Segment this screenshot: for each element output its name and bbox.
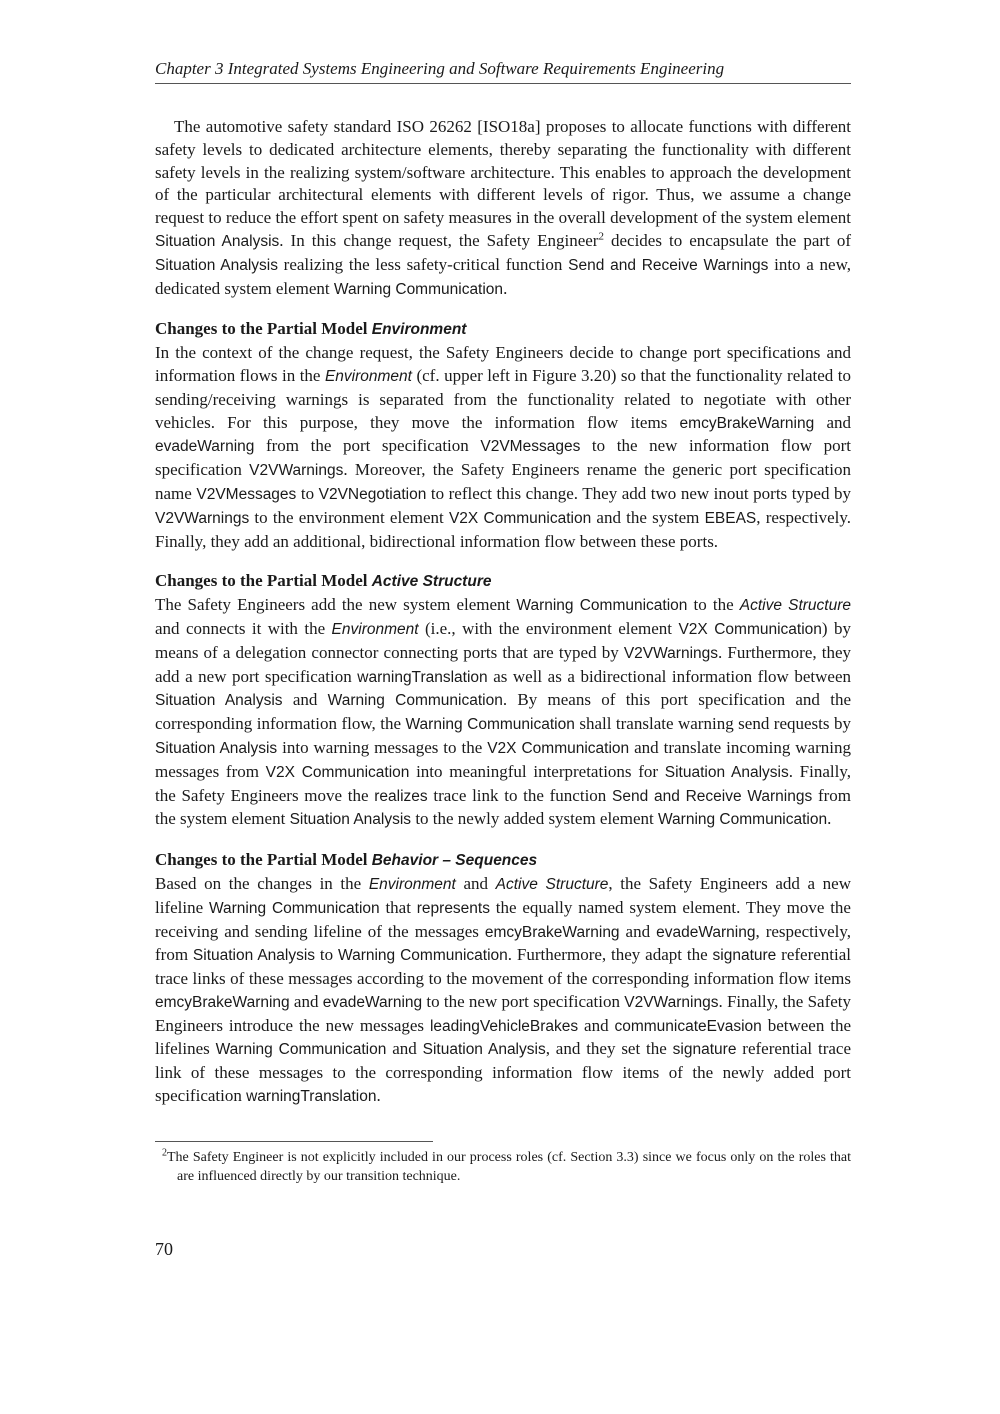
text: to the newly added system element — [411, 809, 658, 829]
text: . Moreover, the Safety Engineers rename the generic port specification name — [155, 460, 851, 503]
text: and — [282, 690, 328, 710]
model-element: Warning Communication — [405, 716, 575, 734]
model-element: Situation Analysis — [289, 811, 412, 829]
model-element: Warning Communication — [215, 1041, 387, 1059]
model-element: Situation Analysis — [422, 1041, 546, 1059]
model-element: emcyBrakeWarning — [484, 923, 620, 941]
text: to the new port specification — [422, 991, 625, 1011]
model-element: Warning Communication — [516, 597, 688, 615]
text: realizing the less safety-critical function — [277, 254, 569, 274]
model-name: Environment — [368, 875, 456, 893]
text: and — [578, 1015, 615, 1035]
text: decides to encapsulate the part of — [603, 230, 851, 250]
model-element: Warning Communication — [208, 899, 380, 917]
model-name: Active Structure — [495, 875, 609, 893]
text: referential trace link of these messages to the corresponding information flow items of the newly added port specification — [155, 1039, 851, 1106]
text: ) by means of a delegation connector connecting ports that are typed by — [155, 618, 851, 662]
model-element: V2VNegotiation — [318, 485, 427, 503]
model-element: warningTranslation — [246, 1088, 377, 1106]
text: to the new information flow port specification — [155, 436, 851, 480]
model-element: realizes — [374, 787, 428, 805]
text: from the port specification — [254, 436, 481, 456]
heading-model-name: Active Structure — [371, 573, 492, 591]
model-element: V2X Communication — [448, 509, 592, 527]
text: The Safety Engineers add the new system element — [155, 595, 517, 615]
text: that — [379, 897, 417, 917]
model-element: Situation Analysis — [155, 256, 278, 274]
footnote — [155, 1148, 851, 1186]
text: The automotive safety standard ISO 26262 [ISO18a] proposes to allocate functions with different safety levels to dedicated architecture elements, thereby separating the functionality with different safety levels in the realizing system/software architecture. This enables to approach the development of the particular architectural elements with different levels of rigor. Thus, we assume a change request to reduce the effort spent on safety measures in the overall development of the system element — [155, 117, 851, 228]
text: to the environment element — [249, 507, 449, 527]
text: between the lifelines — [155, 1015, 851, 1059]
model-element: Situation Analysis — [155, 232, 280, 250]
model-element: Warning Communication — [657, 811, 828, 829]
model-element: V2VWarnings — [624, 993, 719, 1011]
text: . By means of this port specification and the corresponding information flow, the — [155, 690, 851, 734]
environment-paragraph — [155, 342, 851, 553]
footnote-divider — [155, 1141, 433, 1142]
model-element: emcyBrakeWarning — [679, 414, 815, 432]
model-element: V2X Communication — [678, 620, 822, 638]
text: to reflect this change. They add two new inout ports typed by — [426, 483, 851, 503]
text: and — [814, 412, 851, 432]
text: , and they set the — [545, 1039, 673, 1059]
heading-prefix: Changes to the Partial Model — [155, 319, 372, 339]
page-number: 70 — [155, 1239, 173, 1259]
model-element: V2X Communication — [487, 739, 630, 757]
model-element: represents — [416, 899, 490, 917]
text: and — [619, 921, 657, 941]
text: trace link to the function — [427, 785, 612, 805]
model-element: leadingVehicleBrakes — [429, 1017, 579, 1035]
active-structure-paragraph — [155, 594, 851, 832]
text: to — [315, 945, 339, 965]
text: . — [376, 1086, 381, 1106]
running-header: Chapter 3 Integrated Systems Engineering and Software Requirements Engineering — [155, 58, 851, 84]
model-element: signature — [712, 947, 777, 965]
model-element: Warning Communication — [333, 280, 504, 298]
text: and translate incoming warning messages from — [155, 737, 851, 781]
model-element: communicateEvasion — [614, 1017, 762, 1035]
text: into meaningful interpretations for — [409, 761, 665, 781]
model-element: signature — [672, 1041, 737, 1059]
heading-model-name: Behavior – Sequences — [371, 852, 538, 870]
model-element: emcyBrakeWarning — [155, 993, 290, 1011]
intro-paragraph — [155, 116, 851, 301]
heading-prefix: Changes to the Partial Model — [155, 850, 372, 870]
model-element: Situation Analysis — [155, 692, 283, 710]
model-element: V2VWarnings — [155, 509, 250, 527]
model-element: Warning Communication — [338, 947, 508, 965]
model-name: Environment — [324, 367, 412, 385]
model-element: V2VWarnings — [249, 462, 344, 480]
model-element: V2VMessages — [480, 438, 581, 456]
footnote-marker[interactable]: 2 — [598, 230, 604, 243]
text: , respectively. Finally, they add an additional, bidirectional information flow between these ports. — [155, 507, 851, 551]
footnote-text: The Safety Engineer is not explicitly included in our process roles (cf. Section 3.3) since we focus only on the roles that are influenced directly by our transition technique. — [167, 1150, 851, 1184]
model-element: V2VMessages — [196, 485, 297, 503]
text: . Finally, the Safety Engineers move the — [155, 761, 851, 805]
text: and — [455, 873, 496, 893]
heading-model-name: Environment — [371, 321, 467, 339]
model-element: Send and Receive Warnings — [568, 256, 769, 274]
text: and — [289, 991, 323, 1011]
section-heading-active-structure — [155, 570, 851, 594]
text: . — [503, 278, 508, 298]
model-element: warningTranslation — [357, 668, 488, 686]
text: into warning messages to the — [277, 737, 488, 757]
model-element: V2VWarnings — [623, 644, 719, 662]
model-element: EBEAS — [704, 509, 757, 527]
model-name: Environment — [331, 620, 419, 638]
model-element: Situation Analysis — [155, 739, 278, 757]
text: In the context of the change request, the Safety Engineers decide to change port specifications and information flows in the — [155, 343, 851, 385]
footnote-number: 2 — [162, 1147, 167, 1159]
model-element: evadeWarning — [322, 993, 423, 1011]
model-name: Active Structure — [739, 597, 851, 615]
text: . In this change request, the Safety Engineer — [279, 230, 599, 250]
text: . Furthermore, they add a new port specification — [155, 642, 852, 686]
text: , respectively, from — [155, 921, 851, 965]
text: . Finally, the Safety Engineers introduce the new messages — [155, 991, 852, 1035]
text: and — [386, 1039, 423, 1059]
heading-prefix: Changes to the Partial Model — [155, 571, 372, 591]
text: referential trace links of these messages according to the movement of the corresponding information flow items — [155, 945, 851, 989]
text: Based on the changes in the — [155, 873, 369, 893]
section-heading-behavior-sequences — [155, 849, 851, 873]
model-element: Situation Analysis — [192, 947, 316, 965]
text: , the Safety Engineers add a new lifeline — [155, 873, 851, 917]
model-element: Situation Analysis — [664, 763, 789, 781]
text: (i.e., with the environment element — [418, 618, 679, 638]
text: the equally named system element. They move the receiving and sending lifeline of the messages — [155, 897, 851, 941]
text: as well as a bidirectional information flow between — [487, 666, 851, 686]
text: into a new, dedicated system element — [155, 254, 851, 298]
section-heading-environment — [155, 318, 851, 342]
text: from the system element — [155, 785, 851, 829]
text: to — [296, 483, 319, 503]
model-element: evadeWarning — [155, 438, 255, 456]
text: to the — [687, 595, 740, 615]
model-element: V2X Communication — [265, 763, 410, 781]
text: (cf. upper left in Figure 3.20) so that the functionality related to sending/receiving warnings is separated from the functionality related to negotiate with other vehicles. For this purpose, they move the information flow items — [155, 365, 851, 432]
text: and connects it with the — [155, 618, 332, 638]
model-element: Send and Receive Warnings — [612, 787, 813, 805]
model-element: evadeWarning — [656, 923, 756, 941]
text: . Furthermore, they adapt the — [507, 945, 713, 965]
text: . — [827, 809, 832, 829]
text: and the system — [591, 507, 705, 527]
text: shall translate warning send requests by — [574, 714, 851, 734]
model-element: Warning Communication — [327, 692, 503, 710]
body-text — [155, 116, 851, 1109]
behavior-sequences-paragraph — [155, 873, 851, 1109]
